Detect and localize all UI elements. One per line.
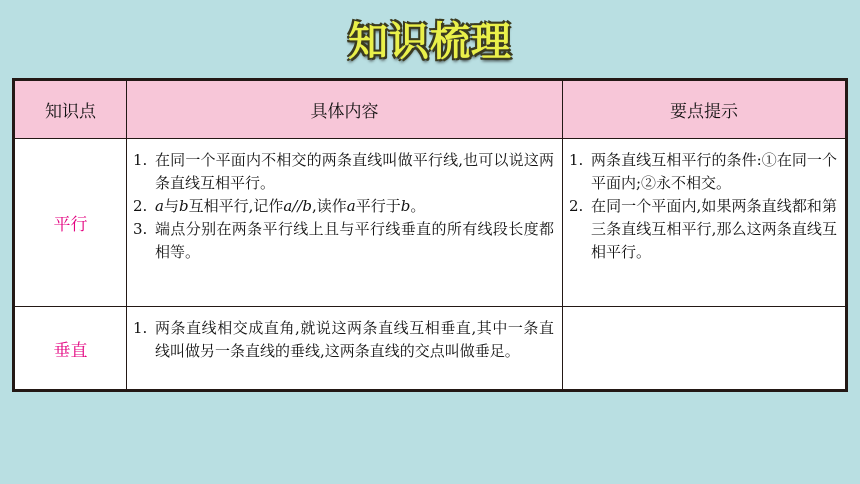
tips-perpendicular — [563, 307, 846, 390]
tips-parallel — [563, 139, 846, 307]
item-text: 在同一个平面内不相交的两条直线叫做平行线,也可以说这两条直线互相平行。 — [155, 151, 554, 192]
knowledge-table — [12, 78, 848, 392]
content-item — [133, 317, 554, 363]
table-row-parallel — [15, 139, 846, 307]
topic-perpendicular: 垂直 — [15, 307, 127, 390]
item-text: 在同一个平面内,如果两条直线都和第三条直线互相平行,那么这两条直线互相平行。 — [591, 197, 837, 261]
item-number: 2. — [569, 197, 584, 215]
item-number: 2. — [133, 197, 148, 215]
tip-item — [569, 149, 837, 195]
table-header-row — [15, 81, 846, 139]
item-number: 3. — [133, 220, 148, 238]
content-item — [133, 218, 554, 264]
tip-item — [569, 195, 837, 264]
content-item — [133, 149, 554, 195]
header-content: 具体内容 — [127, 81, 563, 139]
item-number: 1. — [133, 319, 148, 337]
header-tips: 要点提示 — [563, 81, 846, 139]
content-perpendicular — [127, 307, 563, 390]
item-text: 端点分别在两条平行线上且与平行线垂直的所有线段长度都相等。 — [155, 220, 554, 261]
item-text: 两条直线相交成直角,就说这两条直线互相垂直,其中一条直线叫做另一条直线的垂线,这两条直线的交点叫做垂足。 — [155, 319, 554, 360]
item-text: 两条直线互相平行的条件:①在同一个平面内;②永不相交。 — [591, 151, 837, 192]
item-text: a与b互相平行,记作a//b,读作a平行于b。 — [155, 197, 426, 215]
topic-parallel: 平行 — [15, 139, 127, 307]
item-number: 1. — [569, 151, 584, 169]
content-item — [133, 195, 554, 218]
content-parallel — [127, 139, 563, 307]
table-row-perpendicular — [15, 307, 846, 390]
page-title: 知识梳理 — [348, 19, 512, 65]
header-topic: 知识点 — [15, 81, 127, 139]
item-number: 1. — [133, 151, 148, 169]
